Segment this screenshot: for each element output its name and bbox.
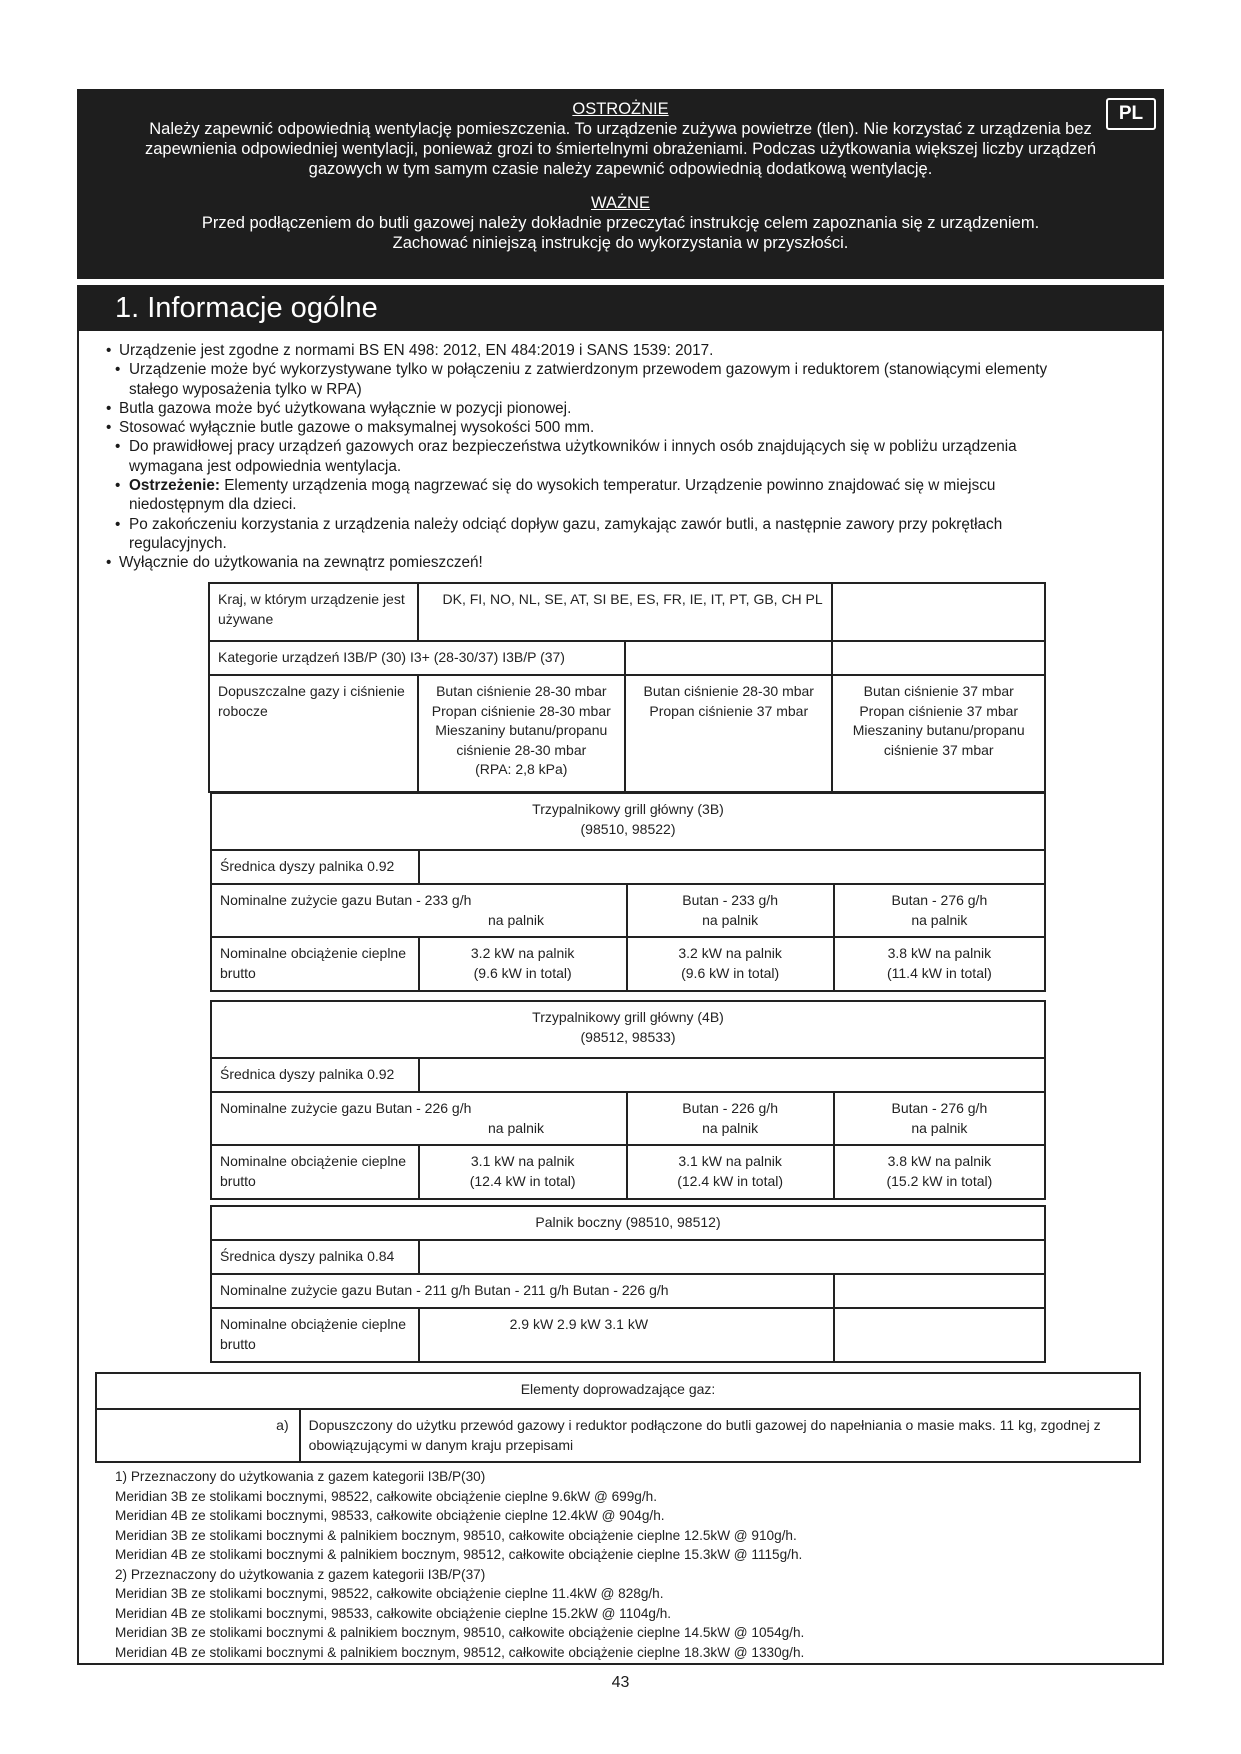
cell-line: (98512, 98533) xyxy=(580,1028,676,1045)
list-item-text: niedostępnym dla dzieci. xyxy=(129,496,297,514)
caution-block xyxy=(77,99,1164,179)
gas-supply-table xyxy=(95,1372,1141,1463)
table-title xyxy=(211,793,1045,850)
table-cell: DK, FI, NO, NL, SE, AT, SI BE, ES, FR, IE, IT, PT, GB, CH PL xyxy=(418,583,833,641)
list-item-text: • Urządzenie może być wykorzystywane tylko w połączeniu z zatwierdzonym przewodem gazowym i reduktorem (stanowiącymi elementy xyxy=(129,361,1048,379)
cell-line: 3.2 kW na palnik xyxy=(470,945,575,961)
cell-line: Propan ciśnienie 28-30 mbar xyxy=(431,702,611,719)
caution-line: Należy zapewnić odpowiednią wentylację pomieszczenia. To urządzenie zużywa powietrze (tlen). Nie korzystać z urządzenia bez xyxy=(149,120,1092,138)
list-item-text: Butla gazowa może być użytkowana wyłącznie w pozycji pionowej. xyxy=(119,399,572,417)
cell-line: (9.6 kW in total) xyxy=(473,964,572,981)
grill-3b-table xyxy=(210,792,1046,992)
cell-line: Nominalne zużycie gazu Butan - 226 g/h xyxy=(220,1100,472,1116)
important-line: Przed podłączeniem do butli gazowej należy dokładnie przeczytać instrukcję celem zapoznania się z urządzeniem. xyxy=(201,214,1040,232)
footnote-line: Meridian 4B ze stolikami bocznymi & palnikiem bocznym, 98512, całkowite obciążenie cieplne 15.3kW @ 1115g/h. xyxy=(115,1547,803,1562)
table-cell xyxy=(211,1092,627,1145)
country-category-table xyxy=(208,582,1046,793)
list-item-text: Wyłącznie do użytkowania na zewnątrz pomieszczeń! xyxy=(119,554,483,572)
list-item xyxy=(105,476,1150,515)
table-cell xyxy=(627,884,834,937)
footnote-line: Meridian 3B ze stolikami bocznymi & palnikiem bocznym, 98510, całkowite obciążenie cieplne 14.5kW @ 1054g/h. xyxy=(115,1625,805,1640)
cell-line: (RPA: 2,8 kPa) xyxy=(475,761,568,777)
table-cell xyxy=(834,1092,1045,1145)
cell-line: Mieszaniny butanu/propanu xyxy=(435,722,608,738)
table-cell xyxy=(211,884,627,937)
cell-line: Nominalne zużycie gazu Butan - 233 g/h xyxy=(220,892,472,908)
footnote-line: Meridian 4B ze stolikami bocznymi & palnikiem bocznym, 98512, całkowite obciążenie cieplne 18.3kW @ 1330g/h. xyxy=(115,1644,805,1660)
cell-line: (15.2 kW in total) xyxy=(886,1172,993,1189)
list-item-text: Urządzenie jest zgodne z normami BS EN 498: 2012, EN 484:2019 i SANS 1539: 2017. xyxy=(119,342,714,359)
table-title: Palnik boczny (98510, 98512) xyxy=(211,1206,1045,1240)
cell-line: Butan - 226 g/h xyxy=(682,1100,778,1116)
list-item-text: • Po zakończeniu korzystania z urządzenia należy odciąć dopływ gazu, zamykając zawór butli, a następnie zawory przy pokrętłach xyxy=(129,515,1003,533)
cell-line: (11.4 kW in total) xyxy=(886,964,992,981)
table-cell: Średnica dyszy palnika 0.92 xyxy=(211,1058,419,1092)
footnote-line: Meridian 4B ze stolikami bocznymi, 98533, całkowite obciążenie cieplne 12.4kW @ 904g/h. xyxy=(115,1508,665,1523)
cell-line: ciśnienie 37 mbar xyxy=(883,741,994,758)
table-cell: Nominalne obciążenie cieplne brutto xyxy=(211,1145,419,1199)
page-number: 43 xyxy=(611,1674,630,1691)
table-cell xyxy=(418,675,626,792)
cell-line: Propan ciśnienie 37 mbar xyxy=(649,702,809,719)
cell-line: ciśnienie 28-30 mbar xyxy=(456,741,587,758)
table-cell xyxy=(834,1274,1045,1308)
table-cell: Średnica dyszy palnika 0.92 xyxy=(211,850,419,884)
table-cell: Dopuszczalne gazy i ciśnienie robocze xyxy=(209,675,418,792)
table-cell xyxy=(419,937,627,991)
list-item xyxy=(105,399,1150,418)
table-cell: a) xyxy=(96,1409,300,1462)
cell-line: na palnik xyxy=(702,1119,759,1136)
warning-box xyxy=(77,89,1164,279)
list-item xyxy=(105,418,1150,437)
table-cell: Kraj, w którym urządzenie jest używane xyxy=(209,583,418,641)
cell-line: (9.6 kW in total) xyxy=(681,964,780,981)
cell-line: Butan - 233 g/h xyxy=(682,892,778,908)
cell-line: Butan ciśnienie 28-30 mbar xyxy=(643,683,814,699)
cell-line: Mieszaniny butanu/propanu xyxy=(852,722,1025,738)
footnote-line: Meridian 3B ze stolikami bocznymi, 98522, całkowite obciążenie cieplne 11.4kW @ 828g/h. xyxy=(115,1586,664,1601)
table-cell: Nominalne zużycie gazu Butan - 211 g/h Butan - 211 g/h Butan - 226 g/h xyxy=(211,1274,834,1308)
cell-line: (12.4 kW in total) xyxy=(677,1172,784,1189)
list-item-text: • Do prawidłowej pracy urządzeń gazowych oraz bezpieczeństwa użytkowników i innych osób znajdujących się w pobliżu urządzenia xyxy=(129,438,1017,456)
table-cell xyxy=(419,1058,1045,1092)
cell-line: Propan ciśnienie 37 mbar xyxy=(859,702,1019,719)
cell-line: Butan - 276 g/h xyxy=(891,892,988,908)
table-cell xyxy=(419,1145,627,1199)
table-cell xyxy=(834,1145,1045,1199)
table-cell: Nominalne obciążenie cieplne brutto xyxy=(211,937,419,991)
caution-heading: OSTROŻNIE xyxy=(572,100,669,118)
important-block xyxy=(77,193,1164,253)
cell-line: 3.1 kW na palnik xyxy=(678,1153,782,1169)
table-cell: Nominalne obciążenie cieplne brutto xyxy=(211,1308,419,1362)
footnote-line: 1) Przeznaczony do użytkowania z gazem kategorii I3B/P(30) xyxy=(115,1469,486,1484)
cell-line: Trzypalnikowy grill główny (3B) xyxy=(532,801,724,817)
cell-line: Butan ciśnienie 37 mbar xyxy=(863,683,1014,699)
cell-line: 3.8 kW na palnik xyxy=(887,945,992,961)
table-cell xyxy=(300,1409,1140,1462)
important-heading: WAŻNE xyxy=(591,194,650,212)
table-cell xyxy=(834,1308,1045,1362)
list-item xyxy=(105,553,1150,572)
grill-4b-table xyxy=(210,1000,1046,1200)
list-item-text: Elementy urządzenia mogą nagrzewać się do wysokich temperatur. Urządzenie powinno znajdować się w miejscu xyxy=(219,477,996,495)
cell-line: (12.4 kW in total) xyxy=(469,1172,576,1189)
cell-line: 3.8 kW na palnik xyxy=(887,1153,992,1169)
cell-line: Butan ciśnienie 28-30 mbar xyxy=(436,683,607,699)
table-cell: 2.9 kW 2.9 kW 3.1 kW xyxy=(419,1308,834,1362)
cell-line: Trzypalnikowy grill główny (4B) xyxy=(532,1009,724,1025)
table-cell xyxy=(627,1092,834,1145)
cell-line: (98510, 98522) xyxy=(580,820,676,837)
table-cell xyxy=(625,675,832,792)
list-item xyxy=(105,437,1150,476)
table-cell xyxy=(832,583,1045,641)
section-title: 1. Informacje ogólne xyxy=(77,285,1164,331)
important-line: Zachować niniejszą instrukcję do wykorzystania w przyszłości. xyxy=(392,234,849,252)
table-cell xyxy=(834,884,1045,937)
table-cell: Średnica dyszy palnika 0.84 xyxy=(211,1240,419,1274)
table-cell: Kategorie urządzeń I3B/P (30) I3+ (28-30/37) I3B/P (37) xyxy=(209,641,625,675)
cell-line: na palnik xyxy=(702,911,759,928)
table-cell xyxy=(832,675,1045,792)
side-burner-table xyxy=(210,1205,1046,1363)
table-title xyxy=(211,1001,1045,1058)
list-item-text: stałego wyposażenia tylko w RPA) xyxy=(129,380,362,398)
table-cell xyxy=(627,1145,834,1199)
cell-line: obowiązującymi w danym kraju przepisami xyxy=(308,1436,574,1453)
warning-label: Ostrzeżenie: xyxy=(129,477,220,495)
table-cell xyxy=(419,850,1045,884)
list-item xyxy=(105,515,1150,554)
table-title: Elementy doprowadzające gaz: xyxy=(96,1373,1140,1409)
cell-line: na palnik xyxy=(911,1119,968,1136)
cell-line: Butan - 276 g/h xyxy=(891,1100,988,1116)
footnote-line: Meridian 3B ze stolikami bocznymi & palnikiem bocznym, 98510, całkowite obciążenie cieplne 12.5kW @ 910g/h. xyxy=(115,1527,797,1543)
list-item-text: wymagana jest odpowiednia wentylacja. xyxy=(129,457,402,475)
table-cell xyxy=(419,1240,1045,1274)
footnotes xyxy=(115,1467,804,1662)
table-cell xyxy=(625,641,832,675)
list-item-text: regulacyjnych. xyxy=(129,534,227,552)
table-cell xyxy=(832,641,1045,675)
cell-line: na palnik xyxy=(911,911,968,928)
cell-line: Dopuszczony do użytku przewód gazowy i reduktor podłączone do butli gazowej do napełniania o masie maks. 11 kg, zgodnej z xyxy=(308,1417,1101,1433)
cell-line: na palnik xyxy=(488,1119,545,1136)
footnote-line: Meridian 4B ze stolikami bocznymi, 98533, całkowite obciążenie cieplne 15.2kW @ 1104g/h. xyxy=(115,1605,672,1621)
table-cell xyxy=(627,937,834,991)
caution-line: zapewnienia odpowiedniej wentylacji, ponieważ grozi to śmiertelnymi obrażeniami. Podczas użytkowania większej liczby urządzeń xyxy=(144,140,1097,158)
cell-line: 3.2 kW na palnik xyxy=(678,945,782,961)
cell-line: na palnik xyxy=(488,911,545,928)
caution-line: gazowych w tym samym czasie należy zapewnić odpowiednią dodatkową wentylację. xyxy=(308,160,933,178)
footnote-line: 2) Przeznaczony do użytkowania z gazem kategorii I3B/P(37) xyxy=(115,1566,486,1582)
language-badge: PL xyxy=(1106,98,1156,130)
list-item xyxy=(105,360,1150,399)
list-item-text: Stosować wyłącznie butle gazowe o maksymalnej wysokości 500 mm. xyxy=(119,419,595,437)
footnote-line: Meridian 3B ze stolikami bocznymi, 98522, całkowite obciążenie cieplne 9.6kW @ 699g/h. xyxy=(115,1488,657,1504)
info-list xyxy=(105,341,1150,573)
list-item xyxy=(105,341,1150,360)
cell-line: 3.1 kW na palnik xyxy=(470,1153,575,1169)
table-cell xyxy=(834,937,1045,991)
